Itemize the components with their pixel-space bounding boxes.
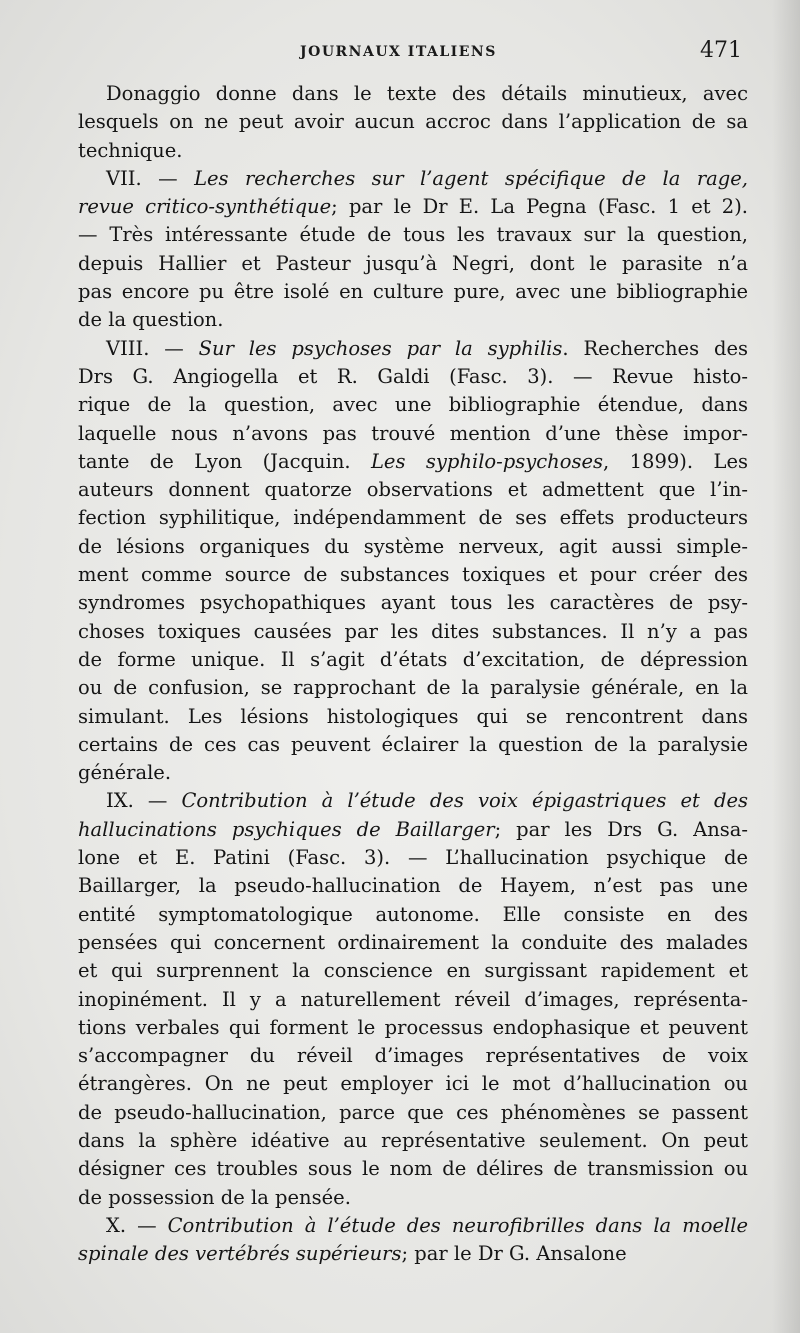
text-segment: de lésions organiques du système nerveux, agit aussi simple-	[78, 534, 748, 558]
text-line	[78, 816, 748, 844]
text-line	[78, 1127, 748, 1155]
text-line	[78, 561, 748, 589]
text-line	[78, 986, 748, 1014]
text-line	[78, 872, 748, 900]
text-segment: et qui surprennent la conscience en surgissant rapidement et	[78, 959, 748, 983]
text-line	[78, 1184, 748, 1212]
italic-text: Contribution à l’étude des neurofibrilles dans la moelle	[167, 1213, 748, 1237]
body-text	[78, 80, 748, 1268]
text-segment: simulant. Les lésions histologiques qui se rencontrent dans	[78, 704, 748, 728]
italic-text: spinale des vertébrés supérieurs	[78, 1242, 402, 1266]
text-line	[78, 448, 748, 476]
text-segment: s’accompagner du réveil d’images représentatives de voix	[78, 1044, 748, 1068]
text-segment: choses toxiques causées par les dites substances. Il n’y a pas	[78, 619, 748, 643]
text-segment: ; par le Dr G. Ansalone	[401, 1242, 627, 1266]
text-segment: , 1899). Les	[603, 449, 748, 473]
page-edge-shadow	[772, 0, 800, 1333]
page-number: 471	[700, 38, 742, 63]
text-line	[78, 703, 748, 731]
text-segment: Drs G. Angiogella et R. Galdi (Fasc. 3). — Revue histo-	[78, 364, 748, 388]
page-header	[0, 38, 800, 68]
text-segment: ou de confusion, se rapprochant de la paralysie générale, en la	[78, 676, 748, 700]
text-line	[78, 306, 748, 334]
text-segment: lone et E. Patini (Fasc. 3). — L’hallucination psychique de	[78, 846, 748, 870]
text-line	[78, 1212, 748, 1240]
text-segment: inopinément. Il y a naturellement réveil d’images, représenta-	[78, 987, 748, 1011]
text-line	[78, 957, 748, 985]
text-line	[78, 80, 748, 108]
text-segment: technique.	[78, 138, 183, 162]
text-line	[78, 618, 748, 646]
text-segment: dans la sphère idéative au représentative seulement. On peut	[78, 1128, 748, 1152]
text-line	[78, 165, 748, 193]
text-segment: depuis Hallier et Pasteur jusqu’à Negri, dont le parasite n’a	[78, 251, 748, 275]
text-line	[78, 391, 748, 419]
text-line	[78, 363, 748, 391]
text-segment: auteurs donnent quatorze observations et admettent que l’in-	[78, 478, 748, 502]
italic-text: revue critico-synthétique	[78, 195, 332, 219]
text-line	[78, 221, 748, 249]
text-line	[78, 250, 748, 278]
text-segment: tions verbales qui forment le processus endophasique et peuvent	[78, 1015, 748, 1039]
text-segment: pensées qui concernent ordinairement la conduite des malades	[78, 930, 748, 954]
text-segment: fection syphilitique, indépendamment de ses effets producteurs	[78, 506, 748, 530]
text-segment: certains de ces cas peuvent éclairer la question de la paralysie	[78, 732, 748, 756]
running-head: JOURNAUX ITALIENS	[300, 44, 497, 60]
text-segment: de possession de la pensée.	[78, 1185, 351, 1209]
text-segment: de forme unique. Il s’agit d’états d’excitation, de dépression	[78, 647, 748, 671]
text-segment: pas encore pu être isolé en culture pure, avec une bibliographie	[78, 280, 748, 304]
text-line	[78, 844, 748, 872]
text-line	[78, 589, 748, 617]
text-line	[78, 1155, 748, 1183]
text-segment: générale.	[78, 761, 172, 785]
text-line	[78, 1042, 748, 1070]
text-segment: ; par le Dr E. La Pegna (Fasc. 1 et 2).	[331, 195, 748, 219]
text-segment: Baillarger, la pseudo-hallucination de Hayem, n’est pas une	[78, 874, 748, 898]
text-line	[78, 193, 748, 221]
text-line	[78, 787, 748, 815]
italic-text: Les syphilo-psychoses	[370, 449, 604, 473]
italic-text: Sur les psychoses par la syphilis	[198, 336, 563, 360]
italic-text: hallucinations psychiques de Baillarger	[78, 817, 495, 841]
text-line	[78, 108, 748, 136]
text-line	[78, 1240, 748, 1268]
text-segment: étrangères. On ne peut employer ici le mot d’hallucination ou	[78, 1072, 748, 1096]
text-line	[78, 674, 748, 702]
text-segment: de pseudo-hallucination, parce que ces phénomènes se passent	[78, 1100, 748, 1124]
text-segment: lesquels on ne peut avoir aucun accroc dans l’application de sa	[78, 110, 748, 134]
text-line	[78, 533, 748, 561]
text-line	[78, 278, 748, 306]
text-line	[78, 420, 748, 448]
text-segment: entité symptomatologique autonome. Elle consiste en des	[78, 902, 748, 926]
text-segment: laquelle nous n’avons pas trouvé mention d’une thèse impor-	[78, 421, 748, 445]
text-line	[78, 1099, 748, 1127]
text-line	[78, 335, 748, 363]
italic-text: Contribution à l’étude des voix épigastriques et des	[181, 789, 748, 813]
text-line	[78, 731, 748, 759]
text-segment: rique de la question, avec une bibliographie étendue, dans	[78, 393, 748, 417]
text-line	[78, 1070, 748, 1098]
text-line	[78, 137, 748, 165]
text-segment: ment comme source de substances toxiques et pour créer des	[78, 563, 748, 587]
text-line	[78, 1014, 748, 1042]
text-segment: VIII. —	[106, 336, 199, 360]
text-segment: de la question.	[78, 308, 224, 332]
text-line	[78, 504, 748, 532]
text-line	[78, 759, 748, 787]
text-line	[78, 929, 748, 957]
text-segment: VII. —	[106, 166, 195, 190]
text-segment: IX. —	[106, 789, 182, 813]
text-segment: désigner ces troubles sous le nom de délires de transmission ou	[78, 1157, 748, 1181]
text-line	[78, 901, 748, 929]
text-segment: ; par les Drs G. Ansa-	[494, 817, 749, 841]
text-segment: tante de Lyon (Jacquin.	[78, 449, 371, 473]
text-segment: X. —	[106, 1213, 168, 1237]
text-segment: Donaggio donne dans le texte des détails minutieux, avec	[106, 82, 748, 105]
italic-text: Les recherches sur l’agent spécifique de la rage,	[194, 166, 749, 190]
text-segment: syndromes psychopathiques ayant tous les caractères de psy-	[78, 591, 748, 615]
text-segment: — Très intéressante étude de tous les travaux sur la question,	[78, 223, 748, 247]
text-line	[78, 646, 748, 674]
text-line	[78, 476, 748, 504]
text-segment: . Recherches des	[562, 336, 748, 360]
